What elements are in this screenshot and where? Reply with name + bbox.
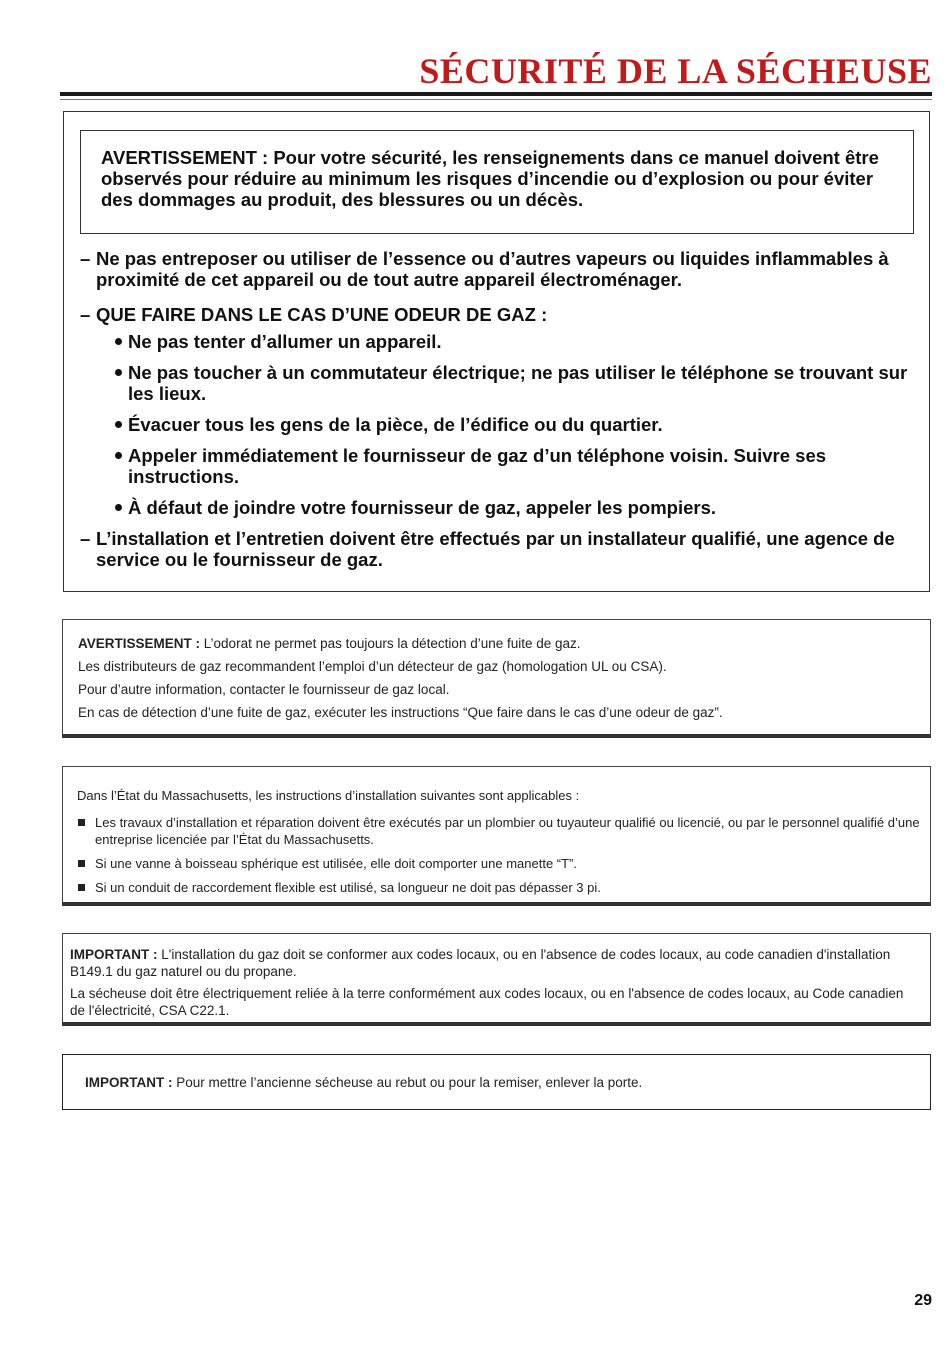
warning-item-text: Ne pas entreposer ou utiliser de l’essence ou d’autres vapeurs ou liquides inflammables à proximité de cet appareil ou de tout autre appareil électroménager. <box>96 248 889 290</box>
warning-item-installation <box>80 528 910 570</box>
gas-detection-line: Les distributeurs de gaz recommandent l’emploi d’un détecteur de gaz (homologation UL ou CSA). <box>78 659 667 674</box>
important-disposal-box <box>62 1054 931 1110</box>
important-line: La sécheuse doit être électriquement reliée à la terre conformément aux codes locaux, ou en l'absence de codes locaux, au Code canadien de l'électricité, CSA C22.1. <box>70 986 904 1018</box>
dash-marker: – <box>80 528 91 549</box>
bullet-item <box>96 331 910 352</box>
square-bullet-icon <box>78 884 85 891</box>
safety-warning-list <box>80 248 910 584</box>
gas-detection-box <box>62 619 931 738</box>
bullet-icon <box>115 338 122 345</box>
gas-detection-text: L’odorat ne permet pas toujours la détection d’une fuite de gaz. <box>203 636 581 651</box>
gas-detection-line <box>78 634 920 654</box>
warning-item-text: QUE FAIRE DANS LE CAS D’UNE ODEUR DE GAZ : <box>96 304 548 325</box>
warning-item-gas-odor <box>80 304 910 518</box>
page-number: 29 <box>914 1292 932 1309</box>
bullet-text: Ne pas toucher à un commutateur électrique; ne pas utiliser le téléphone se trouvant sur les lieux. <box>128 362 908 404</box>
important-text: L'installation du gaz doit se conformer aux codes locaux, ou en l'absence de codes locaux, au code canadien d'installation B149.1 du gaz naturel ou du propane. <box>70 947 891 979</box>
important-gas-box <box>62 933 931 1026</box>
massachusetts-item-text: Si un conduit de raccordement flexible est utilisé, sa longueur ne doit pas dépasser 3 pi. <box>95 880 601 895</box>
bullet-text: À défaut de joindre votre fournisseur de gaz, appeler les pompiers. <box>128 497 717 518</box>
safety-warning-intro: AVERTISSEMENT : Pour votre sécurité, les renseignements dans ce manuel doivent être observés pour réduire au minimum les risques d’incendie ou d’explosion ou pour éviter des dommages au produit, des blessures ou un décès. <box>80 130 914 234</box>
massachusetts-item <box>77 879 920 896</box>
title-rule-thin <box>60 99 932 100</box>
title-rule <box>60 92 932 96</box>
dash-marker: – <box>80 248 91 269</box>
warning-item-text: L’installation et l’entretien doivent être effectués par un installateur qualifié, une agence de service ou le fournisseur de gaz. <box>96 528 895 570</box>
bullet-icon <box>115 369 122 376</box>
massachusetts-item-text: Les travaux d’installation et réparation doivent être exécutés par un plombier ou tuyauteur qualifié ou licencié, ou par le personnel qualifié d’une entreprise licenciée par l’État du Massachusetts. <box>95 815 920 847</box>
massachusetts-item-text: Si une vanne à boisseau sphérique est utilisée, elle doit comporter une manette “T”. <box>95 856 577 871</box>
gas-detection-line: Pour d’autre information, contacter le fournisseur de gaz local. <box>78 682 450 697</box>
massachusetts-list <box>77 814 920 896</box>
bullet-icon <box>115 421 122 428</box>
massachusetts-intro: Dans l’État du Massachusetts, les instructions d’installation suivantes sont applicables : <box>77 788 580 803</box>
important-label: IMPORTANT : <box>70 947 158 962</box>
gas-odor-bullets <box>96 331 910 518</box>
bullet-item <box>96 445 910 487</box>
massachusetts-box <box>62 766 931 906</box>
square-bullet-icon <box>78 860 85 867</box>
gas-detection-label: AVERTISSEMENT : <box>78 636 201 651</box>
massachusetts-item <box>77 814 920 848</box>
gas-detection-line: En cas de détection d’une fuite de gaz, exécuter les instructions “Que faire dans le cas d’une odeur de gaz”. <box>78 705 723 720</box>
bullet-item <box>96 362 910 404</box>
bullet-text: Ne pas tenter d’allumer un appareil. <box>128 331 442 352</box>
important-text: Pour mettre l’ancienne sécheuse au rebut ou pour la remiser, enlever la porte. <box>176 1075 643 1090</box>
bullet-text: Appeler immédiatement le fournisseur de gaz d’un téléphone voisin. Suivre ses instructions. <box>128 445 827 487</box>
page-title: SÉCURITÉ DE LA SÉCHEUSE <box>419 51 932 91</box>
bullet-item <box>96 414 910 435</box>
bullet-icon <box>115 504 122 511</box>
square-bullet-icon <box>78 819 85 826</box>
bullet-item <box>96 497 910 518</box>
important-label: IMPORTANT : <box>85 1075 173 1090</box>
massachusetts-item <box>77 855 920 872</box>
dash-marker: – <box>80 304 91 325</box>
bullet-icon <box>115 452 122 459</box>
important-line <box>70 946 920 980</box>
bullet-text: Évacuer tous les gens de la pièce, de l’édifice ou du quartier. <box>128 414 663 435</box>
warning-item-flammables <box>80 248 910 290</box>
safety-warning-box <box>63 111 930 592</box>
